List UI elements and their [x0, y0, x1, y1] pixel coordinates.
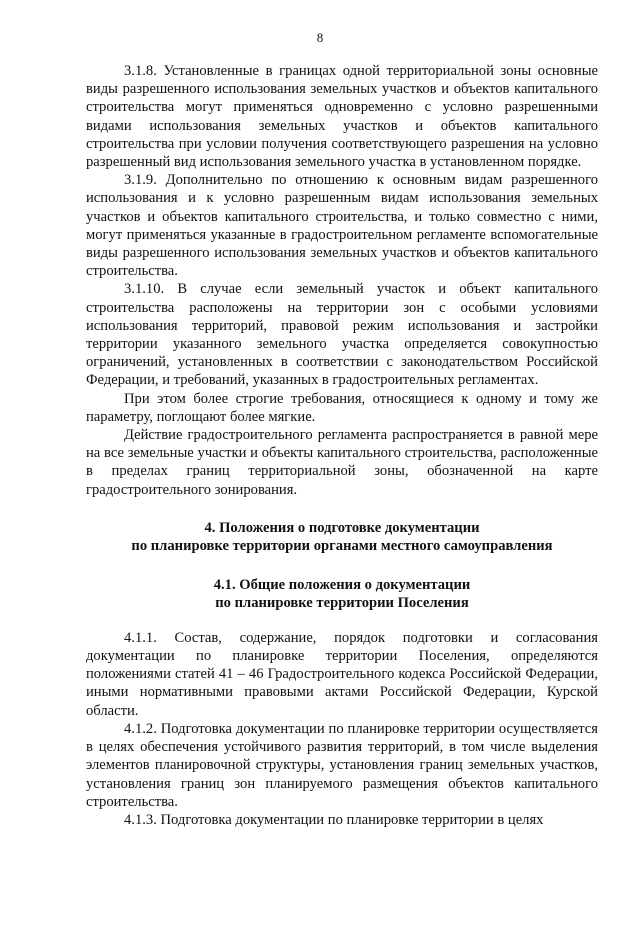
spacer [86, 613, 598, 629]
paragraph-4-1-2: 4.1.2. Подготовка документации по планировке территории осуществляется в целях обеспечения устойчивого развития территорий, в том числе выделения элементов планировочной структуры, установления границ земельных участков, установления границ зон планируемого размещения объектов капитального строительства. [86, 720, 598, 810]
paragraph-4-1-3: 4.1.3. Подготовка документации по планировке территории в целях [124, 811, 544, 828]
paragraph-strict-requirements: При этом более строгие требования, относящиеся к одному и тому же параметру, поглощают более мягкие. [86, 390, 598, 425]
document-body [86, 62, 598, 829]
paragraph-3-1-8: 3.1.8. Установленные в границах одной территориальной зоны основные виды разрешенного использования земельных участков и объектов капитального строительства могут применяться одновременно с условно разрешенными видами использования земельных участков и объектов капитального строительства при условии получения соответствующего разрешения на условно разрешенный вид использования земельного участка в установленном порядке. [86, 63, 598, 171]
subsection-heading [86, 576, 598, 613]
subsection-heading-line-1: 4.1. Общие положения о документации [213, 576, 471, 593]
spacer [86, 556, 598, 576]
paragraph-4-1-1: 4.1.1. Состав, содержание, порядок подготовки и согласования документации по планировке территории Поселения, определяются положениями статей 41 – 46 Градостроительного кодекса Российской Федерации, иными нормативными правовыми актами Российской Федерации, Курской области. [86, 629, 598, 719]
paragraph-regulation-scope: Действие градостроительного регламента распространяется в равной мере на все земельные участки и объекты капитального строительства, расположенные в пределах границ территориальной зоны, обозначенной на карте градостроительного зонирования. [86, 427, 598, 498]
paragraph-3-1-9: 3.1.9. Дополнительно по отношению к основным видам разрешенного использования и к условно разрешенным видам использования земельных участков и объектов капитального строительства, и только совместно с ними, могут применяться указанные в градостроительном регламенте вспомогательные виды разрешенного использования земельных участков и объектов капитального строительства. [86, 172, 598, 280]
section-heading [86, 519, 598, 556]
spacer [86, 499, 598, 519]
subsection-heading-line-2: по планировке территории Поселения [215, 595, 469, 612]
section-heading-line-2: по планировке территории органами местного самоуправления [131, 538, 553, 555]
section-heading-line-1: 4. Положения о подготовке документации [204, 519, 480, 536]
paragraph-3-1-10: 3.1.10. В случае если земельный участок и объект капитального строительства расположены на территории зон с особыми условиями использования территорий, правовой режим использования и застройки территории указанного земельного участка определяется совокупностью ограничений, установленных в соответствии с законодательством Российской Федерации, и требований, указанных в градостроительных регламентах. [86, 281, 598, 389]
page-number: 8 [316, 30, 324, 45]
